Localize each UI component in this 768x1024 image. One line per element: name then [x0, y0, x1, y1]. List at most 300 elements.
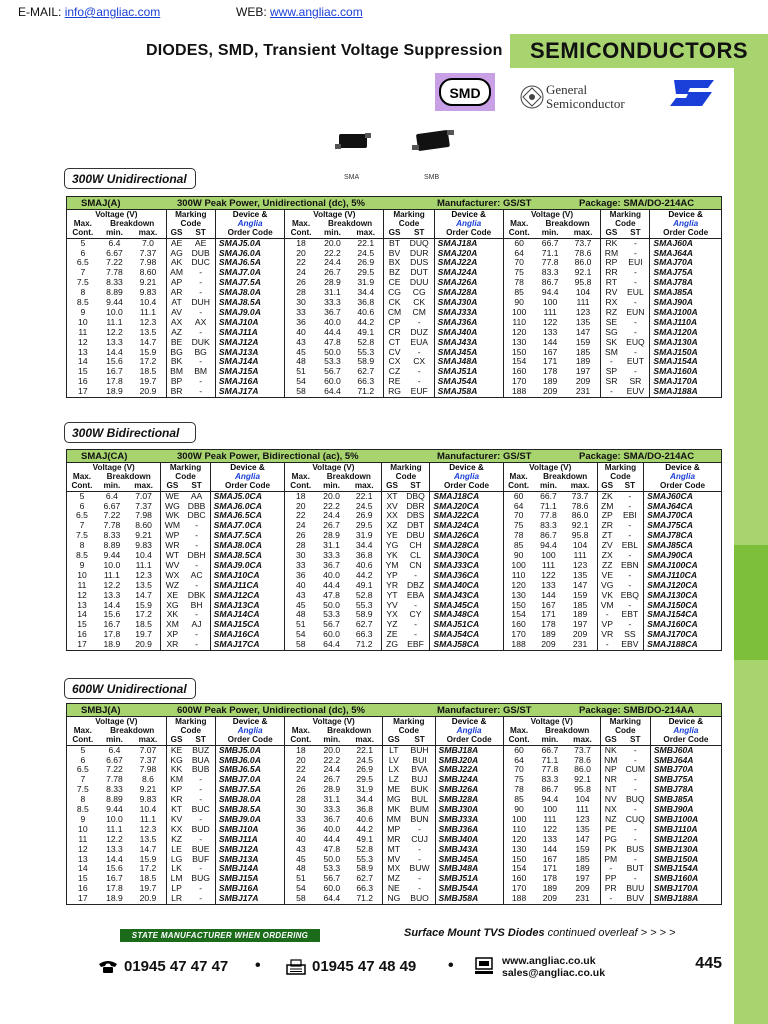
breakdown-min: 33.3: [324, 297, 341, 308]
breakdown-max: 22.1: [357, 237, 375, 248]
anglia-header: Anglia: [434, 219, 502, 228]
marking-st: -: [418, 873, 421, 884]
max-cont-voltage: 110: [511, 569, 526, 580]
cont-header: Cont.: [67, 735, 99, 745]
order-code: SMBJ36A: [435, 825, 503, 835]
min-header: min.: [99, 735, 131, 745]
breakdown-min: 50.0: [323, 853, 341, 864]
order-code: SMAJ13CA: [210, 601, 284, 611]
breakdown-max: 73.7: [571, 490, 589, 501]
marking-st: -: [414, 599, 417, 610]
breakdown-max: 52.8: [356, 843, 374, 854]
max-cont-voltage: 130: [511, 589, 526, 600]
breakdown-max: 9.21: [139, 784, 157, 795]
max-cont-voltage: 13: [77, 599, 87, 610]
marking-gs: AX: [166, 318, 186, 328]
breakdown-min: 24.4: [324, 257, 341, 268]
anglia-header: Anglia: [435, 726, 503, 735]
breakdown-max: 95.8: [574, 277, 592, 288]
marking-st: BUD: [191, 823, 210, 834]
breakdown-min: 60.0: [324, 376, 341, 387]
marking-st: EUN: [626, 306, 645, 317]
marking-gs: MR: [383, 835, 405, 845]
breakdown-min: 71.1: [541, 247, 559, 258]
marking-gs: BE: [166, 338, 186, 348]
breakdown-min: 36.7: [323, 559, 340, 570]
max-cont-voltage: 20: [296, 247, 306, 258]
breakdown-min: 9.44: [103, 550, 121, 561]
order-code: SMBJ6.5A: [215, 765, 284, 775]
breakdown-max: 78.6: [571, 500, 589, 511]
max-cont-voltage: 78: [513, 530, 524, 541]
table-title-bar: [67, 197, 721, 210]
cont-header: Cont.: [67, 228, 99, 238]
max-cont-voltage: 16: [78, 376, 88, 387]
marking-st: -: [199, 774, 203, 785]
cont-header: Cont.: [504, 481, 534, 491]
marking-gs: NM: [600, 756, 620, 766]
footer-email-link[interactable]: sales@angliac.co.uk: [502, 967, 606, 979]
breakdown-max: 52.8: [357, 336, 375, 347]
order-code: SMAJ20CA: [430, 502, 503, 512]
breakdown-max: 7.98: [135, 510, 152, 521]
data-table: [67, 210, 284, 397]
breakdown-min: 20.0: [323, 744, 341, 755]
breakdown-min: 111: [543, 306, 557, 317]
breakdown-max: 71.2: [356, 893, 374, 904]
breakdown-max: 15.9: [139, 853, 157, 864]
marking-gs: XT: [382, 491, 402, 501]
marking-st: -: [628, 619, 632, 630]
order-code: SMAJ8.0A: [215, 288, 284, 298]
order-code: SMAJ54A: [434, 377, 502, 387]
max-cont-voltage: 15: [78, 366, 88, 377]
max-cont-voltage: 70: [514, 764, 524, 775]
breakdown-header: Breakdown: [545, 219, 590, 229]
breakdown-max: 95.8: [571, 530, 589, 541]
max-cont-voltage: 22: [296, 764, 306, 775]
marking-gs: LR: [166, 894, 186, 904]
table-title-bar: [67, 704, 721, 717]
marking-st: -: [628, 530, 632, 541]
max-cont-voltage: 14: [78, 356, 88, 367]
section-heading-1: 300W Bidirectional: [64, 422, 196, 443]
marking-st: -: [199, 326, 203, 337]
gs-name-line1: General: [546, 82, 588, 97]
order-code: SMAJ14A: [215, 357, 284, 367]
order-code: SMAJ110A: [650, 318, 721, 328]
marking-st: -: [195, 540, 198, 551]
order-code: SMAJ85CA: [644, 541, 721, 551]
marking-st: EBN: [621, 559, 639, 570]
marking-st: BUL: [411, 794, 428, 805]
breakdown-max: 10.4: [135, 550, 152, 561]
marking-st: -: [633, 267, 637, 278]
order-code: SMAJ18A: [434, 238, 502, 248]
voltage-header: Voltage (V): [95, 210, 138, 219]
voltage-header: Voltage (V): [312, 717, 355, 726]
order-code: SMAJ51CA: [430, 620, 503, 630]
smd-logo-text: SMD: [449, 85, 481, 101]
max-cont-voltage: 58: [296, 386, 306, 397]
breakdown-min: 167: [541, 599, 556, 610]
breakdown-min: 15.6: [103, 609, 121, 620]
order-code-header: Order Code: [435, 735, 503, 745]
order-code: SMAJ60CA: [644, 491, 721, 501]
breakdown-max: 71.2: [357, 386, 375, 397]
marking-gs: ZZ: [597, 561, 616, 571]
order-code: SMAJ15A: [215, 367, 284, 377]
breakdown-max: 66.3: [355, 629, 373, 640]
breakdown-max: 86.0: [574, 764, 591, 775]
breakdown-max: 185: [575, 346, 591, 357]
breakdown-max: 209: [572, 629, 588, 640]
device-header: Device &: [650, 717, 721, 726]
breakdown-min: 6.67: [103, 500, 121, 511]
order-code: SMAJ64A: [650, 249, 721, 259]
breakdown-min: 11.1: [103, 569, 120, 580]
marking-st: -: [633, 346, 637, 357]
table-row: [285, 238, 502, 248]
marking-gs: MT: [383, 845, 405, 855]
breakdown-min: 10.0: [106, 813, 123, 824]
marking-st: -: [633, 754, 637, 765]
breakdown-min: 26.7: [323, 774, 341, 785]
marking-st: EBL: [621, 540, 638, 551]
min-header: min.: [99, 228, 131, 238]
max-cont-header: Max.: [510, 219, 529, 229]
marking-st: EBQ: [620, 589, 639, 600]
marking-gs: XP: [161, 630, 184, 640]
order-code-header: Order Code: [430, 481, 503, 491]
email-link[interactable]: info@angliac.com: [64, 5, 161, 19]
cont-header: Cont.: [504, 735, 535, 745]
marking-gs: LG: [166, 855, 186, 865]
table-row: [504, 894, 721, 904]
breakdown-min: 94.4: [541, 794, 559, 805]
breakdown-max: 73.7: [574, 237, 592, 248]
marking-header: Marking: [382, 463, 430, 472]
breakdown-max: 209: [575, 883, 590, 894]
order-code: SMAJ10A: [215, 318, 284, 328]
max-cont-voltage: 8: [80, 794, 86, 805]
code-header: Code: [166, 219, 215, 228]
fax-number: 01945 47 48 49: [312, 958, 417, 975]
table-row: [285, 894, 502, 904]
max-cont-voltage: 85: [514, 287, 524, 298]
order-code: SMAJ60A: [650, 238, 721, 248]
smd-logo-icon: [434, 72, 496, 112]
breakdown-min: 44.4: [323, 579, 340, 590]
breakdown-max: 111: [575, 804, 590, 815]
order-code: SMBJ20A: [435, 756, 503, 766]
order-code: SMAJ8.5CA: [210, 551, 284, 561]
order-code: SMAJ28A: [434, 288, 502, 298]
marking-st: EBV: [621, 639, 639, 650]
breakdown-max: 11.1: [135, 559, 152, 570]
max-cont-voltage: 10: [78, 316, 88, 327]
order-code: SMBJ12A: [215, 845, 284, 855]
breakdown-max: 9.83: [139, 287, 157, 298]
breakdown-min: 17.8: [106, 883, 123, 894]
order-code: SMAJ18CA: [430, 491, 503, 501]
breakdown-max: 92.1: [574, 774, 591, 785]
marking-gs: SG: [601, 328, 622, 338]
breakdown-max: 9.83: [139, 794, 157, 805]
marking-st: -: [628, 579, 632, 590]
order-code-header: Order Code: [650, 735, 721, 745]
marking-st: BH: [190, 599, 203, 610]
breakdown-max: 8.6: [141, 774, 154, 785]
breakdown-max: 17.2: [139, 863, 157, 874]
max-cont-voltage: 120: [511, 833, 527, 844]
breakdown-min: 94.4: [541, 287, 559, 298]
breakdown-min: 7.78: [106, 267, 123, 278]
marking-st: -: [633, 366, 637, 377]
order-code: SMAJ64CA: [644, 502, 721, 512]
breakdown-max: 78.6: [574, 754, 591, 765]
table-column-group: [67, 463, 285, 650]
marking-st: -: [414, 619, 417, 630]
max-cont-voltage: 6: [80, 754, 86, 765]
max-cont-voltage: 64: [514, 247, 524, 258]
breakdown-max: 78.6: [574, 247, 592, 258]
data-table: [285, 717, 502, 904]
breakdown-max: 44.2: [355, 569, 373, 580]
breakdown-min: 8.33: [106, 277, 123, 288]
marking-st: -: [633, 823, 637, 834]
breakdown-min: 64.4: [323, 639, 340, 650]
marking-gs: YG: [382, 541, 402, 551]
breakdown-max: 19.7: [139, 376, 157, 387]
web-line: [236, 5, 363, 19]
marking-st: BUK: [410, 784, 429, 795]
breakdown-max: 55.3: [357, 346, 375, 357]
marking-gs: KP: [166, 785, 186, 795]
order-code: SMAJ7.0CA: [210, 521, 284, 531]
table-column-group: [285, 210, 503, 397]
max-cont-voltage: 20: [295, 500, 306, 511]
max-cont-voltage: 14: [78, 863, 88, 874]
marking-st: -: [199, 784, 203, 795]
breakdown-max: 40.6: [356, 813, 374, 824]
table-row: [504, 238, 721, 248]
breakdown-min: 133: [543, 326, 558, 337]
marking-st: -: [633, 774, 637, 785]
marking-st: -: [633, 326, 637, 337]
order-code: SMBJ130A: [650, 845, 721, 855]
breakdown-max: 20.9: [135, 639, 152, 650]
table-300w-unidirectional: [66, 196, 722, 398]
marking-st: EUQ: [626, 336, 645, 347]
order-code: SMAJ15CA: [210, 620, 284, 630]
continued-title: Surface Mount TVS Diodes: [404, 927, 545, 939]
marking-st: -: [633, 873, 637, 884]
max-cont-voltage: 78: [514, 784, 524, 795]
footer-web-link[interactable]: www.angliac.co.uk: [502, 955, 596, 967]
breakdown-max: 159: [572, 589, 588, 600]
max-cont-voltage: 58: [296, 893, 306, 904]
breakdown-max: 15.9: [139, 346, 157, 357]
cont-header: Cont.: [285, 735, 316, 745]
breakdown-max: 15.9: [135, 599, 152, 610]
order-code: SMBJ17A: [215, 894, 284, 904]
breakdown-min: 66.7: [541, 744, 559, 755]
order-code: SMBJ22A: [435, 765, 503, 775]
min-header: min.: [534, 735, 565, 745]
max-cont-voltage: 33: [295, 559, 306, 570]
max-cont-voltage: 60: [514, 237, 524, 248]
continued-text: continued overleaf > > > >: [544, 927, 676, 939]
breakdown-min: 100: [543, 297, 558, 308]
marking-st: DBR: [406, 500, 425, 511]
max-cont-voltage: 22: [296, 257, 306, 268]
breakdown-max: 86.0: [571, 510, 589, 521]
marking-st: -: [633, 744, 637, 755]
min-header: min.: [316, 735, 347, 745]
breakdown-min: 26.7: [323, 520, 340, 531]
breakdown-min: 60.0: [323, 629, 340, 640]
breakdown-min: 83.3: [541, 774, 559, 785]
marking-st: -: [199, 376, 203, 387]
breakdown-min: 133: [542, 833, 558, 844]
max-cont-voltage: 110: [512, 823, 526, 834]
breakdown-max: 7.37: [139, 754, 157, 765]
marking-gs: RT: [601, 278, 622, 288]
code-header: Code: [601, 219, 650, 228]
max-cont-voltage: 43: [295, 589, 306, 600]
order-code: SMAJ8.0CA: [210, 541, 284, 551]
min-header: min.: [316, 481, 347, 491]
table-column-group: [504, 463, 721, 650]
web-link[interactable]: www.angliac.com: [270, 5, 363, 19]
breakdown-min: 22.2: [323, 754, 341, 765]
breakdown-max: 18.5: [139, 873, 157, 884]
breakdown-min: 14.4: [103, 599, 121, 610]
marking-gs: ZK: [597, 491, 616, 501]
marking-gs: PK: [600, 845, 620, 855]
order-code: SMBJ40A: [435, 835, 503, 845]
order-code: SMAJ58A: [434, 387, 502, 397]
table-row: [285, 745, 502, 755]
marking-gs: BZ: [384, 268, 405, 278]
order-code: SMBJ5.0A: [215, 745, 284, 755]
order-code: SMAJ90CA: [644, 551, 721, 561]
breakdown-max: 31.9: [356, 784, 374, 795]
breakdown-max: 7.98: [139, 764, 157, 775]
order-code: SMAJ45CA: [430, 601, 503, 611]
table-description: 300W Peak Power, Bidirectional (ac), 5%: [177, 451, 359, 462]
marking-gs: CZ: [384, 367, 405, 377]
data-table: [285, 210, 502, 397]
table-column-group: [285, 463, 503, 650]
max-cont-voltage: 6.5: [76, 510, 88, 521]
breakdown-min: 22.2: [324, 247, 341, 258]
breakdown-max: 7.0: [141, 237, 154, 248]
marking-st: DUB: [191, 247, 210, 258]
max-cont-voltage: 17: [78, 386, 88, 397]
marking-gs: NG: [383, 894, 405, 904]
marking-st: DUK: [191, 336, 210, 347]
order-code: SMAJ12A: [215, 338, 284, 348]
order-code: SMAJ100A: [650, 308, 721, 318]
breakdown-max: 10.4: [139, 297, 157, 308]
device-header: Device &: [215, 717, 284, 726]
breakdown-header: Breakdown: [327, 219, 373, 229]
marking-gs: -: [601, 357, 622, 367]
breakdown-min: 56.7: [323, 873, 341, 884]
marking-st: BUV: [626, 893, 645, 904]
order-code: SMBJ100A: [650, 815, 721, 825]
breakdown-min: 16.7: [106, 366, 123, 377]
order-code: SMBJ54A: [435, 884, 503, 894]
device-header: Device &: [650, 210, 721, 219]
order-code: SMAJ100CA: [644, 561, 721, 571]
marking-gs: MV: [383, 855, 405, 865]
marking-gs: BK: [166, 357, 186, 367]
breakdown-min: 71.1: [540, 500, 557, 511]
marking-gs: NX: [600, 805, 620, 815]
breakdown-max: 189: [575, 356, 591, 367]
marking-st: BUB: [191, 764, 210, 775]
breakdown-max: 18.5: [139, 366, 157, 377]
st-header: ST: [402, 481, 430, 491]
table-column-group: [67, 210, 285, 397]
max-cont-voltage: 188: [511, 893, 527, 904]
anglia-header: Anglia: [215, 726, 284, 735]
max-cont-voltage: 30: [296, 297, 306, 308]
marking-gs: KM: [166, 775, 186, 785]
breakdown-max: 58.9: [356, 863, 374, 874]
table-row: [285, 640, 502, 650]
marking-st: -: [633, 316, 637, 327]
max-cont-voltage: 100: [512, 306, 527, 317]
breakdown-max: 14.7: [139, 336, 157, 347]
breakdown-header: Breakdown: [327, 726, 372, 736]
marking-gs: CE: [384, 278, 405, 288]
marking-gs: PM: [600, 855, 620, 865]
breakdown-max: 58.9: [357, 356, 375, 367]
marking-gs: BP: [166, 377, 186, 387]
table-row: [67, 894, 284, 904]
marking-gs: XE: [161, 591, 184, 601]
marking-gs: WX: [161, 571, 184, 581]
max-cont-voltage: 54: [296, 883, 306, 894]
breakdown-max: 36.8: [356, 804, 374, 815]
marking-st: DBU: [406, 530, 425, 541]
breakdown-min: 13.3: [106, 843, 123, 854]
web-label: WEB:: [236, 5, 267, 19]
order-code: SMBJ160A: [650, 874, 721, 884]
order-code: SMAJ16CA: [210, 630, 284, 640]
max-cont-voltage: 85: [513, 540, 524, 551]
order-code: SMAJ188A: [650, 387, 721, 397]
marking-gs: LE: [166, 845, 186, 855]
order-code: SMBJ78A: [650, 785, 721, 795]
marking-st: BUJ: [411, 774, 428, 785]
max-cont-voltage: 13: [78, 346, 88, 357]
marking-gs: RE: [384, 377, 405, 387]
order-code: SMAJ48CA: [430, 610, 503, 620]
max-cont-voltage: 18: [295, 490, 306, 501]
breakdown-max: 20.9: [139, 386, 157, 397]
manufacturer-note: Manufacturer: GS/ST: [437, 451, 532, 462]
max-cont-voltage: 60: [514, 744, 524, 755]
breakdown-min: 7.78: [106, 774, 123, 785]
marking-gs: VR: [597, 630, 616, 640]
breakdown-min: 17.8: [106, 376, 123, 387]
breakdown-max: 36.8: [355, 550, 373, 561]
